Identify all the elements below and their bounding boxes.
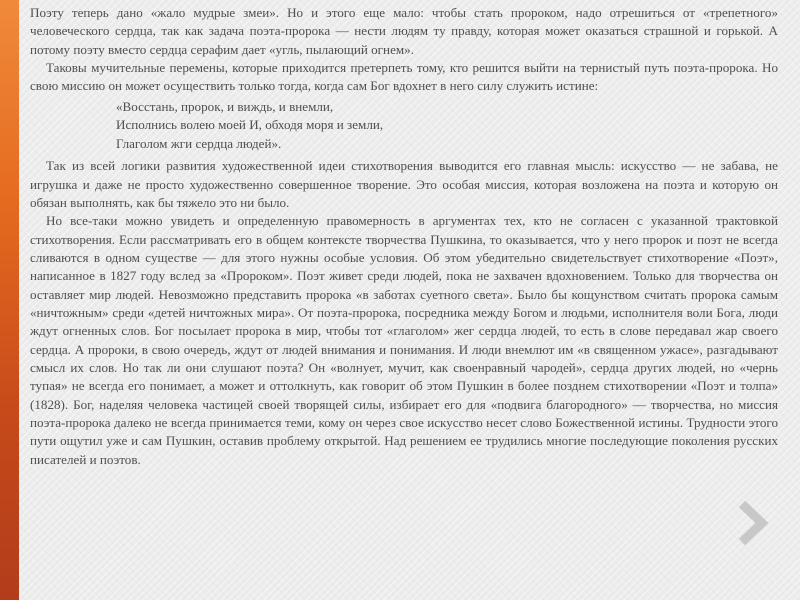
chevron-right-icon (732, 498, 772, 548)
next-slide-button[interactable] (732, 498, 772, 548)
poem-quote (116, 98, 778, 154)
paragraph-4: Но все-таки можно увидеть и определенную правомерность в аргументах тех, кто не согласен с указанной трактовкой стихотворения. Если рассматривать его в общем контексте творчества Пушкина, то оказывается, что у него пророк и поэт не всегда сливаются в одном существе — для этого нужны особые условия. Об этом убедительно свидетельствует стихотворение «Поэт», написанное в 1827 году вслед за «Пророком». Поэт живет среди людей, пока не захвачен вдохновением. Только для творчества он оставляет мир людей. Невозможно представить пророка «в заботах суетного света». Было бы кощунством считать пророка самым «ничтожным» среди «детей ничтожных мира». От поэта-пророка, посредника между Богом и людьми, исполнителя воли Бога, люди ждут огненных слов. Бог посылает пророка в мир, чтобы тот «глаголом» жег сердца людей, то есть в слове передавал жар своего сердца. А пророки, в свою очередь, ждут от людей внимания и понимания. И люди внемлют им «в священном ужасе», разгадывают смысл их слов. Но так ли они слушают поэта? Он «волнует, мучит, как своенравный чародей», сердца других людей, но «чернь тупая» не всегда его понимает, а может и оттолкнуть, как говорит об этом Пушкин в более позднем стихотворении «Поэт и толпа» (1828). Бог, наделяя человека частицей своей творящей силы, избирает его для «подвига благородного» — творчества, но миссия поэта-пророка далеко не всегда принимается теми, кому он через свое искусство несет слово Божественной истины. Трудности этого пути ощутил уже и сам Пушкин, оставив проблему открытой. Над решением ее трудились многие последующие поколения русских писателей и поэтов. (30, 213, 778, 467)
paragraph-1: Поэту теперь дано «жало мудрые змеи». Но и этого еще мало: чтобы стать пророком, надо отрешиться от «трепетного» человеческого сердца, так как задача поэта-пророка — нести людям ту правду, которая может оказаться страшной и горькой. А потому поэту вместо сердца серафим дает «угль, пылающий огнем». (30, 5, 778, 57)
slide-text (30, 4, 778, 469)
poem-line-3: Глаголом жги сердца людей». (116, 135, 282, 151)
paragraph-3: Так из всей логики развития художественной идеи стихотворения выводится его главная мысль: искусство — не забава, не игрушка и даже не просто художественно совершенное творение. Это особая миссия, которая возложена на поэта и которую он обязан выполнять, как бы тяжело это ни было. (30, 158, 778, 210)
poem-line-1: «Восстань, пророк, и виждь, и внемли, (116, 98, 334, 114)
paragraph-2: Таковы мучительные перемены, которые приходится претерпеть тому, кто решится выйти на тернистый путь поэта-пророка. Но свою миссию он может осуществить только тогда, когда сам Бог вдохнет в него силу служить истине: (30, 60, 778, 94)
poem-line-2: Исполнись волею моей И, обходя моря и земли, (116, 117, 384, 133)
accent-bar (0, 0, 19, 600)
